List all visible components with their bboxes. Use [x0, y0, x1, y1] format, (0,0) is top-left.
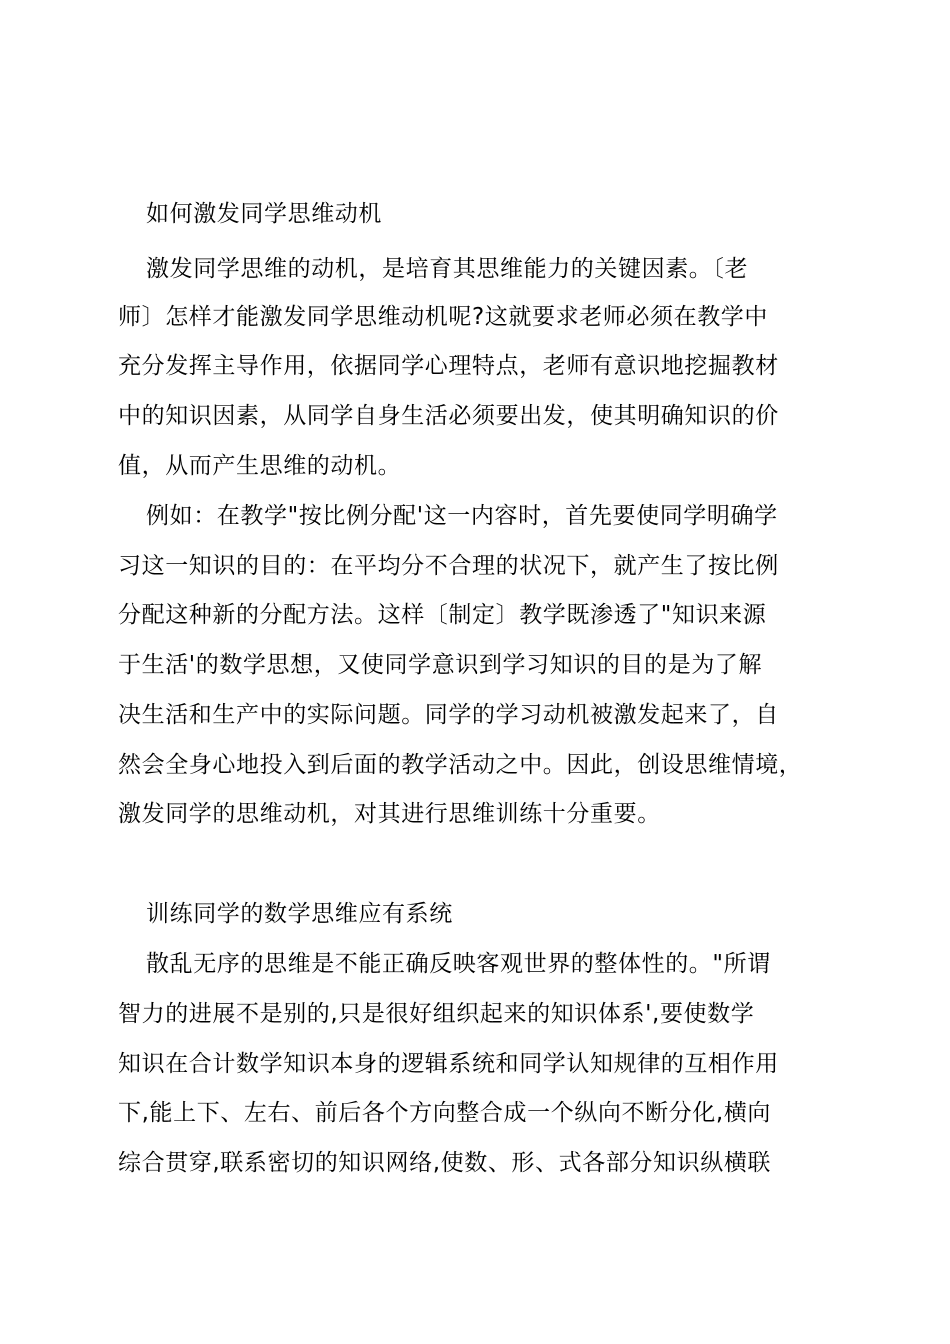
- paragraph-line: 下,能上下、左右、前后各个方向整合成一个纵向不断分化,横向: [118, 1100, 772, 1126]
- paragraph-line: 知识在合计数学知识本身的逻辑系统和同学认知规律的互相作用: [118, 1051, 779, 1077]
- paragraph-line: 习这一知识的目的：在平均分不合理的状况下，就产生了按比例: [118, 553, 779, 579]
- paragraph-line: 师〕怎样才能激发同学思维动机呢?这就要求老师必须在教学中: [118, 304, 769, 330]
- paragraph-line: 充分发挥主导作用，依据同学心理特点，老师有意识地挖掘教材: [118, 353, 779, 379]
- paragraph-line: 于生活'的数学思想，又使同学意识到学习知识的目的是为了解: [118, 652, 763, 678]
- paragraph-line: 例如：在教学"按比例分配'这一内容时，首先要使同学明确学: [146, 503, 778, 529]
- paragraph-line: 综合贯穿,联系密切的知识网络,使数、形、式各部分知识纵横联: [118, 1150, 772, 1176]
- paragraph-line: 然会全身心地投入到后面的教学活动之中。因此，创设思维情境，: [118, 752, 803, 778]
- section-heading: 如何激发同学思维动机: [146, 201, 382, 227]
- paragraph-line: 分配这种新的分配方法。这样〔制定〕教学既渗透了"知识来源: [118, 602, 767, 628]
- paragraph-line: 中的知识因素，从同学自身生活必须要出发，使其明确知识的价: [118, 403, 779, 429]
- paragraph-line: 激发同学思维的动机，是培育其思维能力的关键因素。〔老: [146, 256, 749, 282]
- paragraph-line: 决生活和生产中的实际问题。同学的学习动机被激发起来了，自: [118, 702, 779, 728]
- paragraph-line: 散乱无序的思维是不能正确反映客观世界的整体性的。"所谓: [146, 951, 771, 977]
- section-heading: 训练同学的数学思维应有系统: [146, 901, 453, 927]
- paragraph-line: 激发同学的思维动机，对其进行思维训练十分重要。: [118, 801, 661, 827]
- paragraph-line: 智力的进展不是别的,只是很好组织起来的知识体系',要使数学: [118, 1001, 755, 1027]
- paragraph-line: 值，从而产生思维的动机。: [118, 453, 402, 479]
